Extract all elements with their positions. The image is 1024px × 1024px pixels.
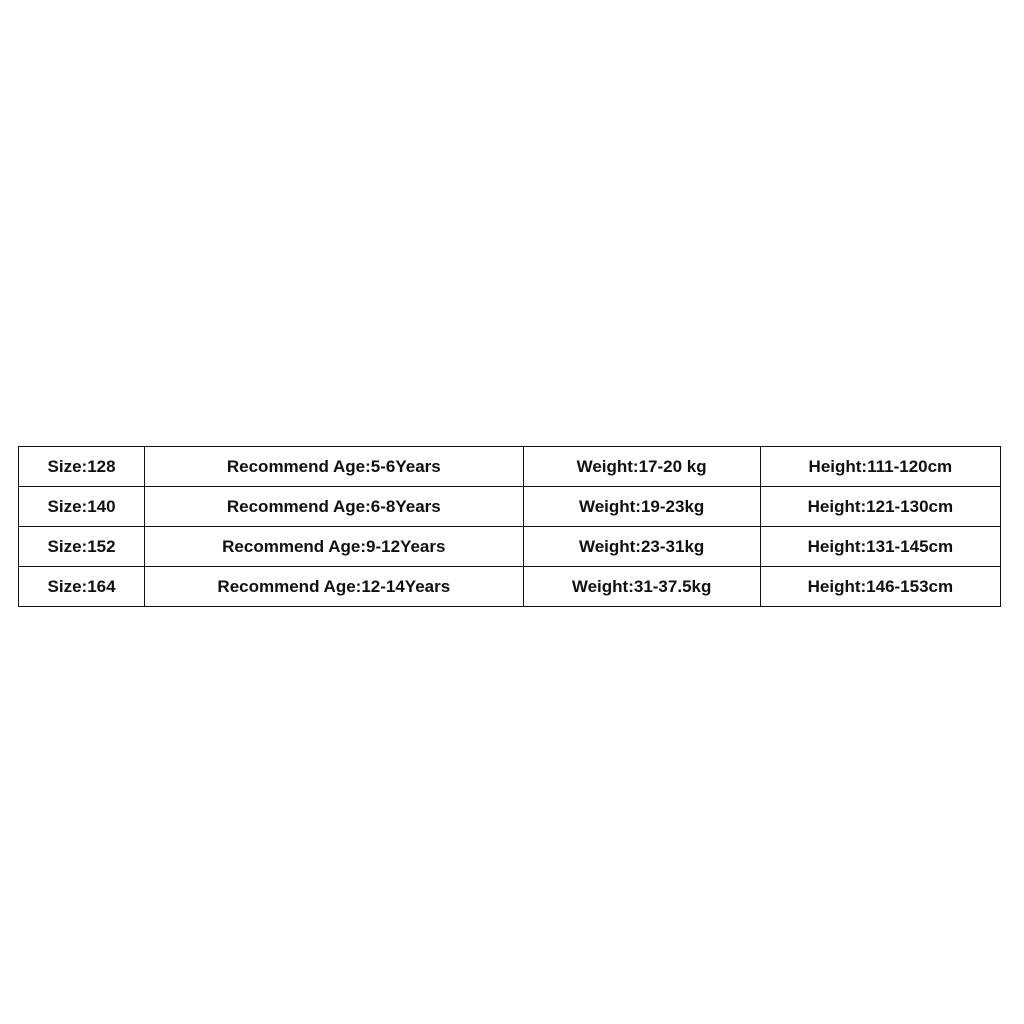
height-cell: Height:111-120cm <box>760 447 1000 487</box>
weight-cell: Weight:31-37.5kg <box>523 567 760 607</box>
table-row <box>19 447 1001 487</box>
size-cell: Size:128 <box>19 447 145 487</box>
weight-cell: Weight:23-31kg <box>523 527 760 567</box>
table-row <box>19 487 1001 527</box>
age-cell: Recommend Age:9-12Years <box>145 527 523 567</box>
size-chart-table <box>18 446 1001 607</box>
height-cell: Height:146-153cm <box>760 567 1000 607</box>
size-cell: Size:140 <box>19 487 145 527</box>
age-cell: Recommend Age:6-8Years <box>145 487 523 527</box>
height-cell: Height:131-145cm <box>760 527 1000 567</box>
size-cell: Size:152 <box>19 527 145 567</box>
age-cell: Recommend Age:5-6Years <box>145 447 523 487</box>
age-cell: Recommend Age:12-14Years <box>145 567 523 607</box>
table-row <box>19 527 1001 567</box>
weight-cell: Weight:17-20 kg <box>523 447 760 487</box>
size-cell: Size:164 <box>19 567 145 607</box>
height-cell: Height:121-130cm <box>760 487 1000 527</box>
weight-cell: Weight:19-23kg <box>523 487 760 527</box>
table-row <box>19 567 1001 607</box>
